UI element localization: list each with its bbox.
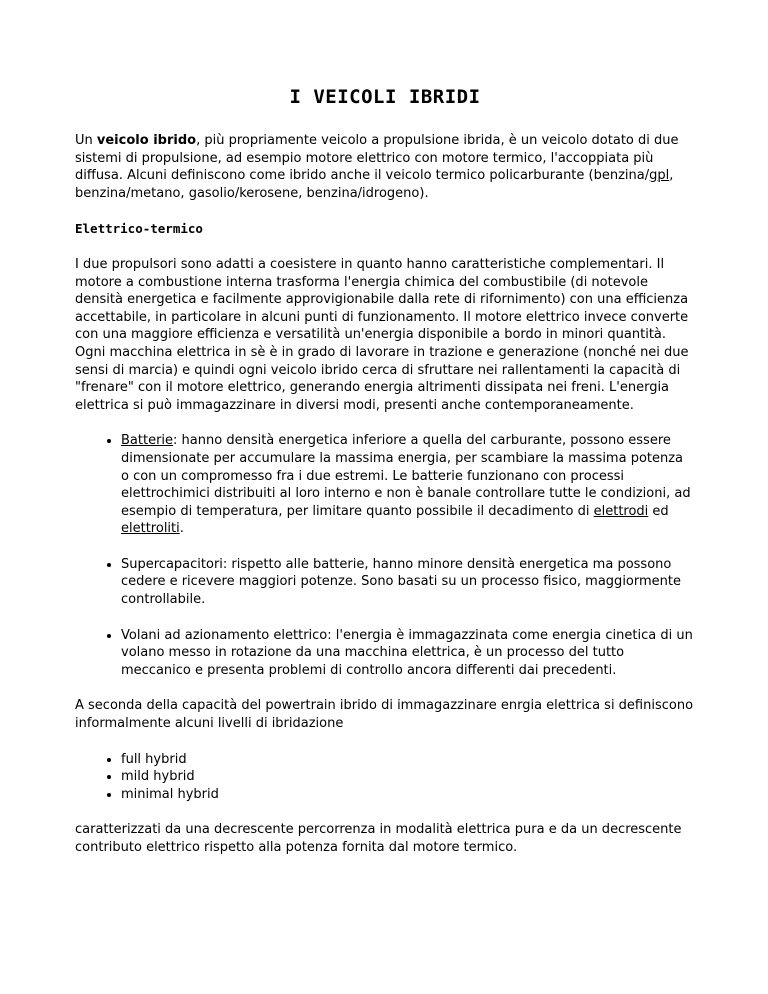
intro-text-1: Un: [75, 133, 97, 148]
levels-intro-paragraph: A seconda della capacità del powertrain ibrido di immagazzinare enrgia elettrica si definiscono informalmente alcuni livelli di ibridazione: [75, 698, 694, 732]
body-paragraph: I due propulsori sono adatti a coesistere in quanto hanno caratteristiche complementari. Il motore a combustione interna trasforma l'energia chimica del combustibile (di notevole densità energetica e facilmente approvigionabile dalla rete di rifornimento) con una efficienza accettabile, in particolare in alcuni punti di funzionamento. Il motore elettrico invece converte con una maggiore efficienza e versatilità un'energia disponibile a bordo in minori quantità. Ogni macchina elettrica in sè è in grado di lavorare in trazione e generazione (nonché nei due sensi di marcia) e quindi ogni veicolo ibrido cerca di sfruttare nei rallentamenti la capacità di "frenare" con il motore elettrico, generando energia altrimenti dissipata nei freni. L'energia elettrica si può immagazzinare in diversi modi, presenti anche contemporaneamente.: [75, 256, 689, 413]
link-elettroliti[interactable]: elettroliti: [121, 521, 180, 537]
closing-paragraph: caratterizzati da una decrescente percorrenza in modalità elettrica pura e da un decrescente contributo elettrico rispetto alla potenza fornita dal motore termico.: [75, 822, 682, 855]
document-page: [75, 86, 695, 875]
link-batterie[interactable]: Batterie: [121, 433, 174, 449]
batterie-text-2: ed: [648, 503, 669, 519]
hybrid-levels-list: [75, 751, 695, 804]
list-item: • minimal hybrid: [121, 786, 695, 804]
link-elettrodi[interactable]: elettrodi: [593, 503, 649, 519]
link-gpl[interactable]: gpl: [649, 168, 670, 184]
intro-bold-term: veicolo ibrido: [96, 133, 197, 148]
batterie-text-3: .: [179, 521, 184, 537]
section-heading: Elettrico-termico: [75, 221, 203, 237]
list-item-supercapacitori: • Supercapacitori: rispetto alle batterie, hanno minore densità energetica ma possono cedere e ricevere maggiori potenze. Sono basati su un processo fisico, maggiormente controllabile.: [121, 556, 695, 609]
list-item: • mild hybrid: [121, 768, 695, 786]
batterie-text-1: : hanno densità energetica inferiore a quella del carburante, possono essere dimensionate per accumulare la massima energia, per scambiare la massima potenza o con un compromesso fra i due estremi. Le batterie funzionano con processi elettrochimici distribuiti al loro interno e non è banale controllare tutte le condizioni, ad esempio di temperatura, per limitare quanto possibile il decadimento di: [121, 433, 691, 519]
list-item: • full hybrid: [121, 751, 695, 769]
intro-paragraph: [75, 132, 695, 202]
list-item-batterie: [121, 432, 695, 538]
intro-text-2: , più propriamente veicolo a propulsione ibrida, è un veicolo dotato di due sistemi di propulsione, ad esempio motore elettrico con motore termico, l'accoppiata più diffusa. Alcuni definiscono come ibrido anche il veicolo termico policarburante (benzina/: [75, 133, 679, 184]
intro-text-3: , benzina/metano, gasolio/kerosene, benzina/idrogeno).: [75, 168, 674, 201]
page-title: I VEICOLI IBRIDI: [289, 86, 481, 108]
storage-list: [75, 432, 695, 679]
list-item-volani: • Volani ad azionamento elettrico: l'energia è immagazzinata come energia cinetica di un volano messo in rotazione da una macchina elettrica, è un processo del tutto meccanico e presenta problemi di controllo ancora differenti dai precedenti.: [121, 627, 695, 680]
